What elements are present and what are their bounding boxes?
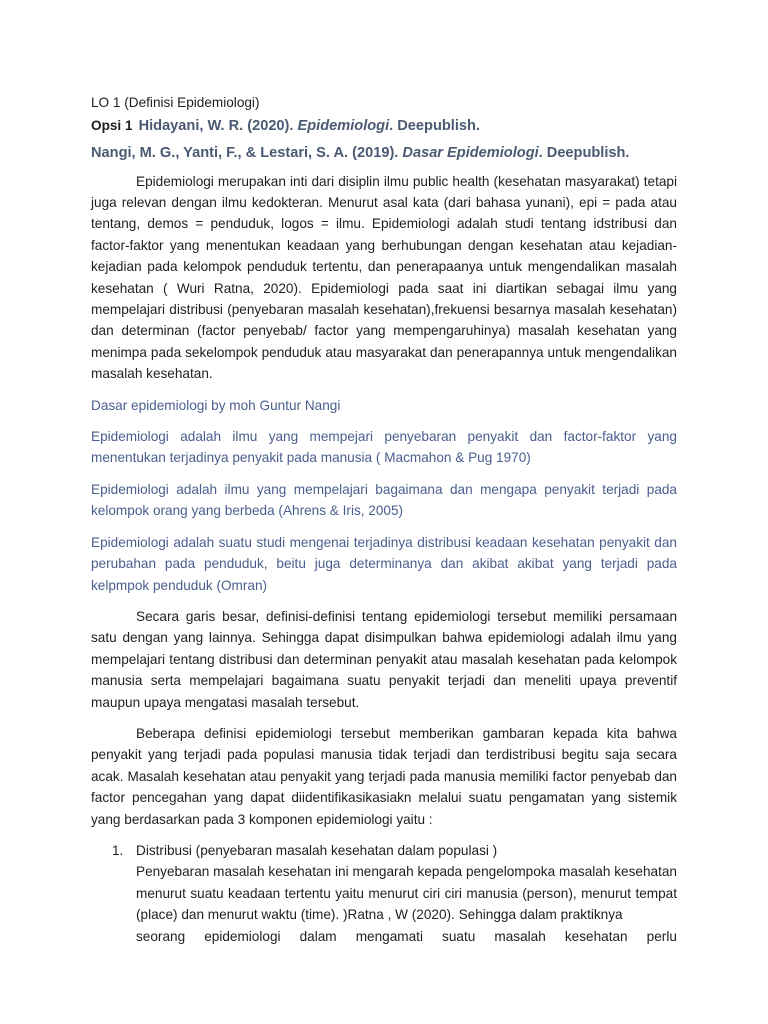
paragraph-summary: Secara garis besar, definisi-definisi tentang epidemiologi tersebut memiliki persamaan satu dengan yang lainnya. Sehingga dapat disimpulkan bahwa epidemiologi adalah ilmu yang mempelajari tentang distribusi dan determinan penyakit atau masalah kesehatan pada kelompok manusia serta mempelajari bagaimana suatu penyakit terjadi dan meneliti upaya preventif maupun upaya mengatasi masalah tersebut. xyxy=(91,608,677,710)
list-item-title: Distribusi (penyebaran masalah kesehatan dalam populasi ) xyxy=(136,842,498,858)
component-list xyxy=(91,840,677,947)
paragraph-components: Beberapa definisi epidemiologi tersebut memberikan gambaran kepada kita bahwa penyakit yang terjadi pada populasi manusia tidak terjadi dan terdistribusi begitu saja secara acak. Masalah kesehatan atau penyakit yang terjadi pada manusia memiliki factor penyebab dan factor pencegahan yang dapat diidentifikasikasiakn melalui suatu pengamatan yang sistemik yang berdasarkan pada 3 komponen epidemiologi yaitu : xyxy=(91,725,677,827)
word: seorang xyxy=(136,928,186,944)
definition-3: Epidemiologi adalah suatu studi mengenai terjadinya distribusi keadaan kesehatan penyakit dan perubahan pada penduduk, beitu juga determinanya dan akibat akibat yang terjadi pada kelpmpok penduduk (Omran) xyxy=(91,534,677,593)
option-label: Opsi 1 xyxy=(91,117,133,133)
word: perlu xyxy=(646,928,677,944)
reference-2-title: Dasar Epidemiologi xyxy=(402,144,539,161)
reference-1-title: Epidemiologi xyxy=(297,117,390,134)
list-item xyxy=(91,840,677,947)
word: kesehatan xyxy=(564,928,628,944)
definition-1: Epidemiologi adalah ilmu yang mempejari penyebaran penyakit dan factor-faktor yang menentukan terjadinya penyakit pada manusia ( Macmahon & Pug 1970) xyxy=(91,429,677,466)
word: suatu xyxy=(442,928,476,944)
word: epidemiologi xyxy=(204,928,281,944)
definition-2: Epidemiologi adalah ilmu yang mempelajari bagaimana dan mengapa penyakit terjadi pada kelompok orang yang berbeda (Ahrens & Iris, 2005) xyxy=(91,481,677,519)
reference-2-authors: Nangi, M. G., Yanti, F., & Lestari, S. A. (2019). xyxy=(91,144,399,161)
word: dalam xyxy=(299,928,337,944)
reference-1 xyxy=(139,118,480,134)
paragraph-intro: Epidemiologi merupakan inti dari disiplin ilmu public health (kesehatan masyarakat) tetapi juga relevan dengan ilmu kedokteran. Menurut asal kata (dari bahasa yunani), epi = pada atau tentang, demos = penduduk, logos = ilmu. Epidemiologi adalah studi tentang idstribusi dan factor-faktor yang menentukan keadaan yang berhubungan dengan kesehatan atau kejadian-kejadian pada kelompok penduduk tertentu, dan penerapaanya untuk mengendalikan masalah kesehatan ( Wuri Ratna, 2020). Epidemiologi pada saat ini diartikan sebagai ilmu yang mempelajari distribusi (penyebaran masalah kesehatan),frekuensi besarnya masalah kesehatan) dan determinan (factor penyebab/ factor yang mempengaruhinya) masalah kesehatan yang menimpa pada sekelompok penduduk atau masyarakat dan penerapannya untuk mengendalikan masalah kesehatan. xyxy=(91,173,677,382)
word: mengamati xyxy=(355,928,423,944)
reference-1-authors: Hidayani, W. R. (2020). xyxy=(138,117,294,134)
list-item-number: 1. xyxy=(112,842,124,858)
source-note: Dasar epidemiologi by moh Guntur Nangi xyxy=(91,397,341,413)
reference-2-publisher: . Deepublish. xyxy=(538,144,630,161)
list-item-last-line xyxy=(136,926,677,947)
reference-2 xyxy=(91,145,677,161)
list-item-body: Penyebaran masalah kesehatan ini mengarah kepada pengelompoka masalah kesehatan menurut suatu keadaan tertentu yaitu menurut ciri ciri manusia (person), menurut tempat (place) dan menurut waktu (time). )Ratna , W (2020). Sehingga dalam praktiknya xyxy=(136,864,677,923)
reference-1-publisher: . Deepublish. xyxy=(389,117,480,134)
reference-option-1 xyxy=(91,118,677,134)
word: masalah xyxy=(494,928,546,944)
section-heading: LO 1 (Definisi Epidemiologi) xyxy=(91,95,260,110)
